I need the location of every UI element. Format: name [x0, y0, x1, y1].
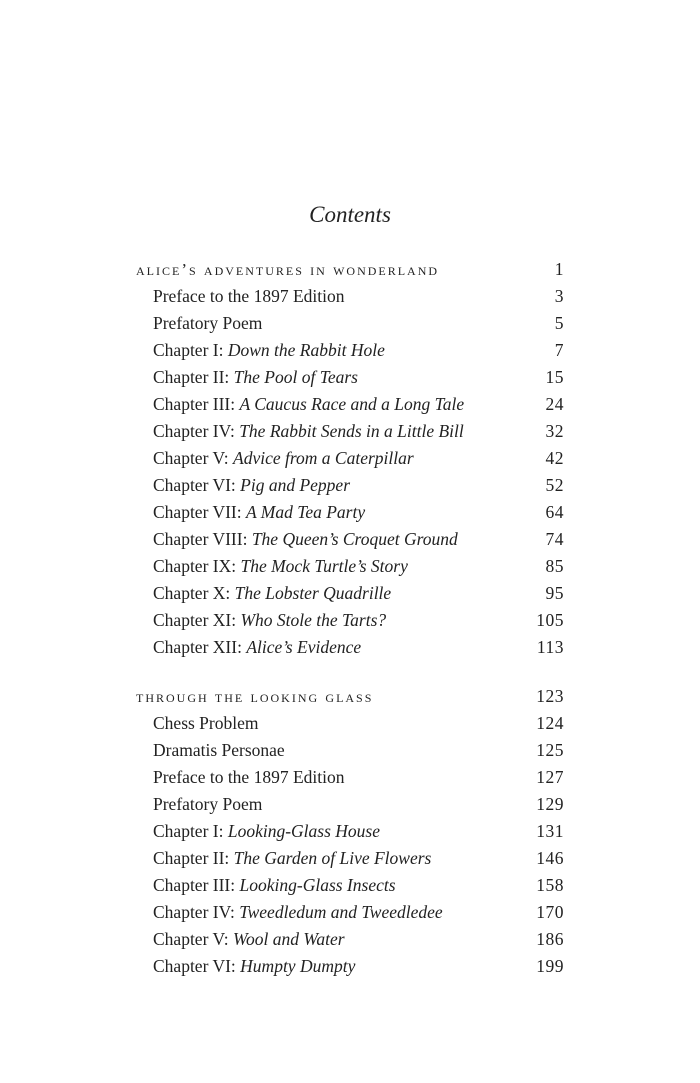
- entry-prefix: Chapter XI:: [153, 610, 241, 630]
- page-number: 7: [554, 340, 564, 360]
- toc-entry[interactable]: [0, 391, 700, 418]
- page-number: 146: [536, 848, 564, 868]
- entry-prefix: Chapter V:: [153, 448, 234, 468]
- toc-entry[interactable]: [0, 634, 700, 661]
- toc-entry[interactable]: [0, 580, 700, 607]
- toc-entry[interactable]: [0, 499, 700, 526]
- entry-title: Tweedledum and Tweedledee: [239, 902, 443, 922]
- toc-entry[interactable]: [0, 283, 700, 310]
- entry-label: [153, 391, 464, 418]
- entry-label: [153, 472, 350, 499]
- entry-label: [153, 553, 408, 580]
- entry-label: [153, 764, 344, 791]
- entry-label: [153, 634, 361, 661]
- entry-label: [153, 526, 458, 553]
- entry-title: Pig and Pepper: [240, 475, 351, 495]
- entry-prefix: Chapter VIII:: [153, 529, 252, 549]
- entry-title: Down the Rabbit Hole: [227, 340, 385, 360]
- entry-prefix: Chapter VI:: [153, 475, 241, 495]
- page-number: 124: [536, 713, 564, 733]
- entry-label: [153, 737, 285, 764]
- page-number: 95: [545, 583, 564, 603]
- entry-title: Humpty Dumpty: [240, 956, 356, 976]
- entry-prefix: Chapter III:: [153, 394, 240, 414]
- page-number: 32: [545, 421, 564, 441]
- entry-title: The Rabbit Sends in a Little Bill: [239, 421, 464, 441]
- entry-prefix: Prefatory Poem: [153, 794, 263, 814]
- entry-prefix: Chapter IV:: [153, 421, 240, 441]
- entry-prefix: Chapter X:: [153, 583, 235, 603]
- entry-prefix: Chapter VI:: [153, 956, 241, 976]
- entry-label: [153, 607, 386, 634]
- toc-entry[interactable]: [0, 899, 700, 926]
- entry-prefix: Chapter IX:: [153, 556, 241, 576]
- entry-title: The Lobster Quadrille: [234, 583, 392, 603]
- toc-entry[interactable]: [0, 818, 700, 845]
- page-number: 24: [545, 394, 564, 414]
- toc-entry[interactable]: [0, 872, 700, 899]
- section-heading-label: through the looking glass: [136, 687, 374, 706]
- toc-entry[interactable]: [0, 953, 700, 980]
- page-number: 105: [536, 610, 564, 630]
- toc-section-wonderland: [0, 256, 700, 661]
- entry-label: [153, 445, 414, 472]
- entry-label: [153, 818, 380, 845]
- entry-prefix: Chapter IV:: [153, 902, 240, 922]
- page-number: 199: [536, 956, 564, 976]
- entry-label: [153, 283, 344, 310]
- toc-entry[interactable]: [0, 710, 700, 737]
- entry-label: [153, 791, 262, 818]
- entry-prefix: Chapter II:: [153, 848, 234, 868]
- entry-title: The Garden of Live Flowers: [233, 848, 432, 868]
- page-number: 170: [536, 902, 564, 922]
- toc-entry[interactable]: [0, 926, 700, 953]
- page-number: 158: [536, 875, 564, 895]
- entry-prefix: Chapter VII:: [153, 502, 246, 522]
- page-number: 42: [545, 448, 564, 468]
- page-number: 85: [545, 556, 564, 576]
- entry-prefix: Preface to the 1897 Edition: [153, 286, 345, 306]
- page-number: 123: [536, 686, 564, 706]
- page-number: 74: [545, 529, 564, 549]
- toc-entry[interactable]: [0, 337, 700, 364]
- entry-title: Wool and Water: [233, 929, 345, 949]
- entry-title: Alice’s Evidence: [246, 637, 362, 657]
- entry-label: [153, 899, 443, 926]
- page-number: 5: [554, 313, 564, 333]
- page-number: 125: [536, 740, 564, 760]
- page-number: 64: [545, 502, 564, 522]
- entry-label: [153, 926, 345, 953]
- entry-prefix: Prefatory Poem: [153, 313, 263, 333]
- page-number: 127: [536, 767, 564, 787]
- entry-title: A Mad Tea Party: [246, 502, 366, 522]
- entry-label: [153, 364, 358, 391]
- entry-label: [153, 310, 262, 337]
- toc-entry[interactable]: [0, 607, 700, 634]
- page-number: 52: [545, 475, 564, 495]
- entry-label: [153, 953, 355, 980]
- entry-title: The Mock Turtle’s Story: [240, 556, 408, 576]
- entry-title: Who Stole the Tarts?: [240, 610, 387, 630]
- toc-entry[interactable]: [0, 472, 700, 499]
- page-number: 15: [545, 367, 564, 387]
- entry-title: Looking-Glass Insects: [239, 875, 396, 895]
- toc-section-heading[interactable]: [0, 683, 700, 710]
- toc-entry[interactable]: [0, 845, 700, 872]
- page-number: 186: [536, 929, 564, 949]
- toc-entry[interactable]: [0, 445, 700, 472]
- entry-title: Looking-Glass House: [227, 821, 380, 841]
- toc-entry[interactable]: [0, 418, 700, 445]
- entry-prefix: Chapter III:: [153, 875, 240, 895]
- page-number: 129: [536, 794, 564, 814]
- toc-entry[interactable]: [0, 553, 700, 580]
- entry-label: [153, 337, 385, 364]
- entry-label: [153, 710, 259, 737]
- toc-entry[interactable]: [0, 526, 700, 553]
- page-number: 1: [554, 259, 564, 279]
- toc-section-looking-glass: [0, 683, 700, 980]
- entry-label: [153, 418, 464, 445]
- entry-prefix: Chapter II:: [153, 367, 234, 387]
- section-heading-label: alice’s adventures in wonderland: [136, 260, 440, 279]
- toc-entry[interactable]: [0, 791, 700, 818]
- entry-title: A Caucus Race and a Long Tale: [239, 394, 465, 414]
- entry-prefix: Preface to the 1897 Edition: [153, 767, 345, 787]
- page-number: 131: [536, 821, 564, 841]
- page-title: Contents: [309, 202, 391, 227]
- entry-label: [153, 845, 431, 872]
- entry-label: [153, 872, 396, 899]
- toc-entry[interactable]: [0, 764, 700, 791]
- entry-prefix: Chapter I:: [153, 340, 228, 360]
- entry-prefix: Chapter XII:: [153, 637, 247, 657]
- entry-prefix: Chapter V:: [153, 929, 234, 949]
- entry-prefix: Dramatis Personae: [153, 740, 285, 760]
- entry-title: The Queen’s Croquet Ground: [251, 529, 458, 549]
- page-number: 3: [554, 286, 564, 306]
- entry-label: [153, 580, 391, 607]
- entry-label: [153, 499, 365, 526]
- toc-entry[interactable]: [0, 310, 700, 337]
- toc-entry[interactable]: [0, 364, 700, 391]
- entry-prefix: Chapter I:: [153, 821, 228, 841]
- toc-section-heading[interactable]: [0, 256, 700, 283]
- page-number: 113: [536, 637, 564, 657]
- entry-title: The Pool of Tears: [233, 367, 358, 387]
- entry-title: Advice from a Caterpillar: [233, 448, 414, 468]
- toc-entry[interactable]: [0, 737, 700, 764]
- entry-prefix: Chess Problem: [153, 713, 259, 733]
